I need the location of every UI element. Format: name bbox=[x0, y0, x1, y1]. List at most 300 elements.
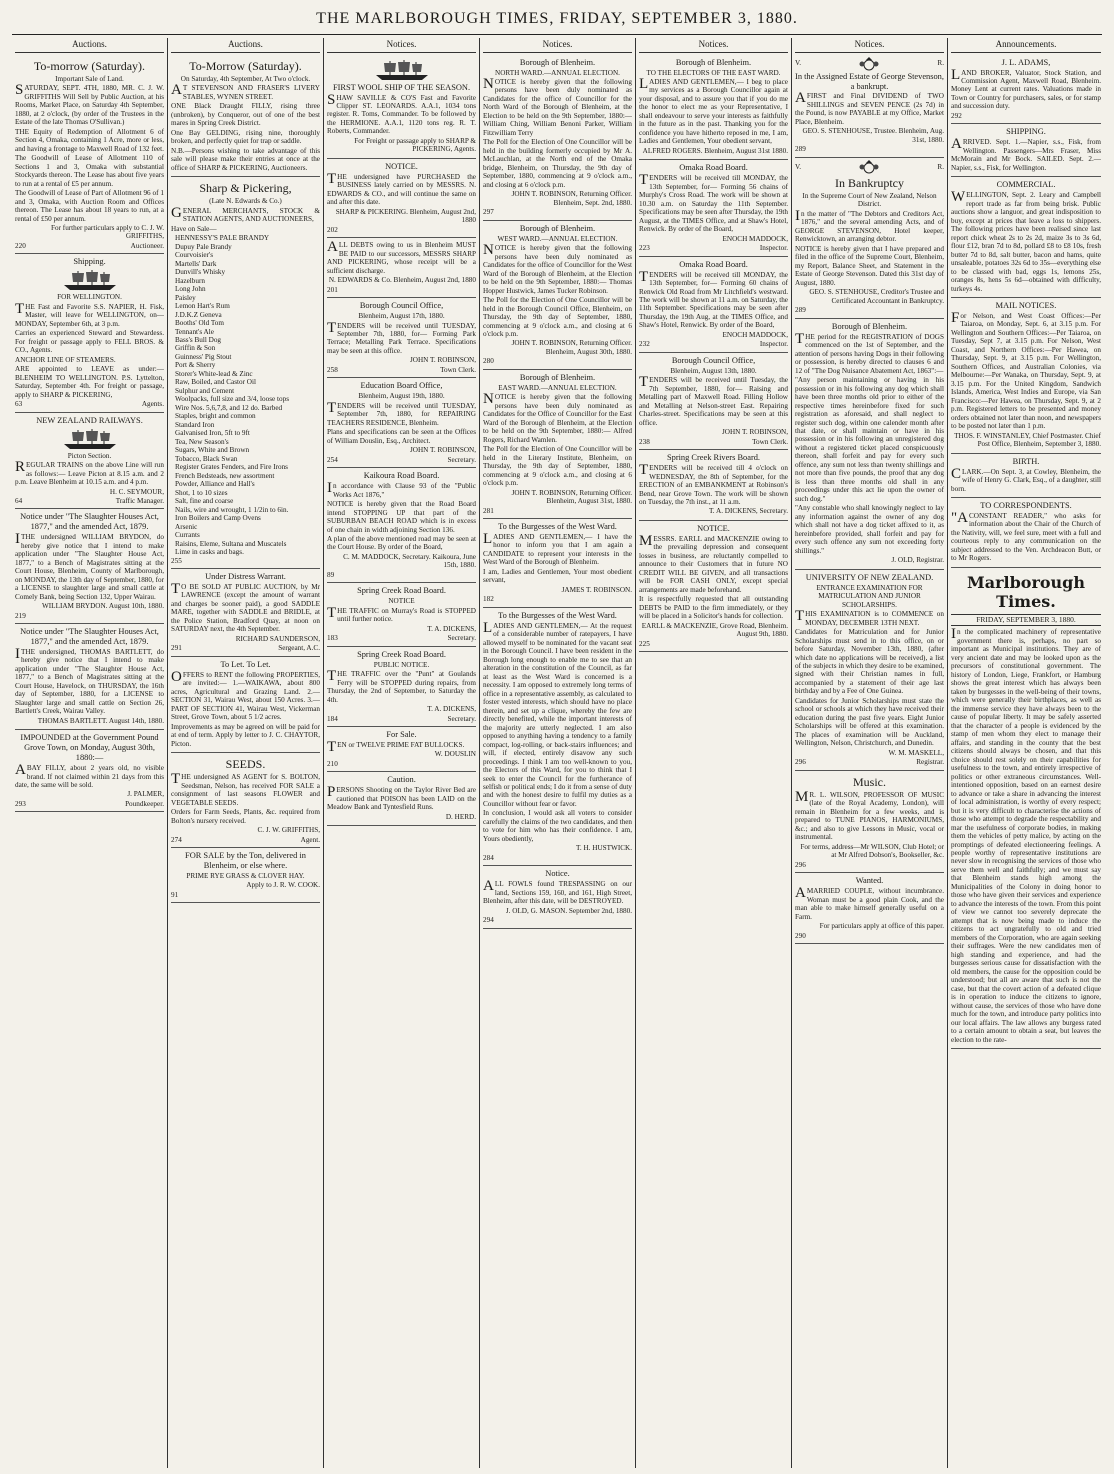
ad-body: PERSONS Shooting on the Taylor River Bed are cautioned that POISON has been LAID on the Meadow Bank and Tyntesfield Runs. bbox=[327, 784, 476, 812]
ad-reference bbox=[327, 715, 476, 723]
ad-title: Borough of Blenheim. bbox=[519, 57, 596, 67]
ad-body: AT STEVENSON AND FRASER'S LIVERY STABLES, WYNEN STREET. bbox=[171, 82, 320, 101]
ad-title: To the Burgesses of the West Ward. bbox=[498, 522, 617, 532]
goods-item: Staples, bright and common bbox=[175, 412, 256, 421]
column-1 bbox=[12, 38, 168, 1468]
advertisement bbox=[951, 298, 1101, 454]
ad-body3: A plan of the above mentioned road may be seen at the Court House. By order of the Board, bbox=[327, 535, 476, 552]
ad-body2: Candidates for Matriculation and for Junior Scholarships must send in to this office, on or before Saturday, November 13th, 1880, (after which date no applications will be received), a list of the subjects in which they desire to be examined, signed with their Christian names in full, accompanied by a statement of their age last birthday and by a Fee of One Guinea. bbox=[795, 628, 944, 696]
ad-reference bbox=[795, 758, 944, 766]
column-header: Notices. bbox=[483, 38, 632, 53]
ad-title: Under Distress Warrant. bbox=[205, 572, 286, 582]
ad-body3: "Any constable who shall knowingly neglect to lay any information against the owner of any dog which shall not have a dog ticket affixed to it, as hereinbefore provided, shall forfeit and pay for every such offence any sum not exceeding forty shillings." bbox=[795, 504, 944, 555]
goods-item: Register Grates Fenders, and Fire Irons bbox=[175, 463, 288, 472]
column-header: Notices. bbox=[795, 38, 944, 53]
ad-signature: JOHN T. ROBINSON, bbox=[409, 446, 476, 455]
ad-body: THE undersigned AS AGENT for S. BOLTON, Seedsman, Nelson, has received FOR SALE a consignment of last seasons FLOWER and VEGETABLE SEEDS. bbox=[171, 771, 320, 807]
ad-number: 220 bbox=[15, 241, 26, 250]
ad-reference bbox=[327, 760, 476, 768]
ad-reference bbox=[15, 400, 164, 408]
advertisement bbox=[327, 159, 476, 238]
ad-subtitle: In the Supreme Court of New Zealand, Nelson District. bbox=[802, 191, 937, 209]
goods-item: Hazelburn bbox=[175, 276, 205, 285]
ad-body: ARRIVED. Sept. 1.—Napier, s.s., Fisk, from Wellington. Passengers—Mrs Fraser, Miss McMorain and Mr Bock. SAILED. Sept. 2.—Napier, s.s., Fisk, for Wellington. bbox=[951, 136, 1101, 172]
advertisement bbox=[327, 772, 476, 826]
ad-body: MESSRS. EARLL and MACKENZIE owing to the prevailing depression and consequent losses in business, are reluctantly compelled to announce to their Customers that in future NO CREDIT WILL BE GIVEN, and all transactions will be FOR CASH ONLY, except special arrangements are made beforehand. bbox=[639, 532, 788, 594]
ad-body: TENDERS will be received till MONDAY, the 13th September, for— Forming 56 chains of Murphy's Cross Road. The work will be shown at 10.30 a.m. on Saturday the 11th September. Specifications may be seen after Thursday, the 19th August, at the TIMES Office, and at Shaw's Hotel, Renwick. By order of the Board, bbox=[639, 172, 788, 234]
column-header: Auctions. bbox=[171, 38, 320, 53]
ad-number: 223 bbox=[639, 244, 650, 253]
ad-reference bbox=[327, 634, 476, 642]
advertisement bbox=[327, 727, 476, 772]
column-header: Auctions. bbox=[15, 38, 164, 53]
goods-item: Bass's Bull Dog bbox=[175, 336, 222, 344]
ad-body: In the matter of "The Debtors and Creditors Act, 1876," and the several amending Acts, and of GEORGE STEVENSON, Hotel keeper, Renwicktown, an arranging debtor. bbox=[795, 207, 944, 244]
ad-body: SATURDAY, SEPT. 4TH, 1880, MR. C. J. W. GRIFFITHS Will Sell by Public Auction, at his Rooms, Market Place, on Saturday 4th September, 1880, at 2 o'clock, (by order of the Trustees in the Estate of the late Thomas O'Sullivan.) bbox=[15, 82, 164, 127]
ad-reference bbox=[327, 286, 476, 294]
advertisement bbox=[483, 221, 632, 370]
goods-item: Sulphur and Cement bbox=[175, 386, 235, 395]
ad-body2: The Poll for the Election of One Councillor will be held in the Borough Council Office, Blenheim, on Thursday, the 9th day of September, 1880, commencing at 9 o'clock a.m., and closing at 6 o'clock p.m. bbox=[483, 296, 632, 338]
ad-role: Sergeant, A.C. bbox=[278, 644, 320, 653]
ad-reference bbox=[639, 340, 788, 348]
advertisement bbox=[639, 521, 788, 652]
ad-body2: NOTICE is hereby given that I have prepared and filed in the office of the Supreme Court, Blenheim, my Report, Balance Sheet, and Statement in the Estate of George Stevenson. Dated this 31st day of August, 1880. bbox=[795, 244, 944, 287]
ad-signature: C. M. MADDOCK, Secretary. Kaikoura, June 15th, 1880. bbox=[343, 552, 476, 570]
ad-number: 238 bbox=[639, 437, 650, 446]
ad-signature: WILLIAM BRYDON. August 10th, 1880. bbox=[42, 602, 164, 611]
ad-number: 202 bbox=[327, 225, 338, 234]
goods-item: Paisley bbox=[175, 293, 196, 302]
ad-title: Borough of Blenheim. bbox=[519, 223, 596, 233]
ad-number: 280 bbox=[483, 357, 494, 366]
ad-signature: H. C. SEYMOUR, bbox=[109, 487, 164, 496]
ad-title: Shipping. bbox=[73, 257, 106, 267]
advertisement bbox=[483, 866, 632, 928]
ad-body3: One Bay GELDING, rising nine, thoroughly broken, and perfectly quiet for trap or saddle. bbox=[171, 128, 320, 146]
ad-reference bbox=[327, 366, 476, 374]
ad-number: 293 bbox=[15, 799, 26, 808]
ad-subtitle: PUBLIC NOTICE. bbox=[373, 660, 430, 669]
ad-subtitle: Picton Section. bbox=[67, 451, 112, 460]
ship-engraving-icon bbox=[372, 59, 432, 81]
ad-reference bbox=[795, 932, 944, 940]
ad-title: Borough of Blenheim. bbox=[519, 372, 596, 382]
advertisement bbox=[951, 568, 1101, 1049]
ad-subtitle: Blenheim, August 13th, 1880. bbox=[670, 366, 757, 375]
ad-title: Music. bbox=[853, 774, 886, 789]
ad-body2: Have on Sale— bbox=[171, 224, 217, 233]
ad-body: TENDERS will be received until TUESDAY, September 7th, 1880, for— Forming Park Terrace; Metalling Park Terrace. Specifications may be seen at this office. bbox=[327, 319, 476, 355]
ad-signature: EARLL & MACKENZIE, Grove Road, Blenheim. August 9th, 1880. bbox=[641, 621, 788, 639]
ad-number: 89 bbox=[327, 570, 335, 579]
ad-body: ALL FOWLS found TRESPASSING on our land, Sections 159, 160, and 161, High Street, Blenheim, after this date, will be DESTROYED. bbox=[483, 878, 632, 906]
advertisement bbox=[327, 55, 476, 159]
ad-reference bbox=[795, 861, 944, 869]
ad-body3: ANCHOR LINE OF STEAMERS. bbox=[15, 355, 116, 364]
advertisement bbox=[15, 624, 164, 730]
goods-item: Sugars, White and Brown bbox=[175, 446, 250, 455]
crest-r: R. bbox=[937, 59, 944, 68]
ad-signature: For Freight or passage apply to SHARP & PICKERING, Agents. bbox=[354, 136, 476, 154]
ad-role: Secretary. bbox=[447, 455, 476, 464]
ad-subtitle: Important Sale of Land. bbox=[55, 74, 124, 83]
ad-title: To Let. To Let. bbox=[220, 659, 271, 669]
ad-title: Omaka Road Board. bbox=[679, 163, 748, 173]
ad-title: IMPOUNDED at the Government Pound Grove Town, on Monday, August 30th, 1880:— bbox=[20, 733, 159, 763]
ad-body4: ARE appointed to LEAVE as under:— BLENHEIM TO WELLINGTON. P.S. Lyttelton, Saturday, September 4th. For freight or passage, apply to SHARP & PICKERING, bbox=[15, 365, 164, 399]
ad-role: Auctioneer. bbox=[130, 241, 164, 250]
ad-signature: Apply to J. R. W. COOK. bbox=[246, 881, 320, 890]
ad-body: TEN or TWELVE PRIME FAT BULLOCKS. bbox=[327, 738, 465, 755]
advertisement bbox=[15, 254, 164, 412]
ad-signature: D. HERD. bbox=[445, 812, 476, 821]
ad-title: To-Morrow (Saturday). bbox=[189, 58, 302, 73]
advertisement bbox=[639, 55, 788, 161]
ad-body: AFIRST and Final DIVIDEND of TWO SHILLINGS and SEVEN PENCE (2s 7d) in the Pound, is now PAYABLE at my Office, Market Place, Blenheim. bbox=[795, 90, 944, 126]
ad-subtitle: FOR WELLINGTON. bbox=[57, 293, 122, 302]
ad-reference bbox=[327, 226, 476, 234]
ad-title: SEEDS. bbox=[225, 757, 266, 772]
ad-role: Secretary. bbox=[447, 714, 476, 723]
ad-body: TENDERS will be received until TUESDAY, September 7th, 1880, for REPAIRING TEACHERS RESIDENCE, Blenheim. bbox=[327, 399, 476, 427]
ad-body: TENDERS will be received till MONDAY, the 13th September, for— Forming 60 chains of Renwick Old Road from Mr Litchfield's westward. The work will be shown at 11 a.m. on Saturday, the 11th September. Specifications may be seen after Thursday, the 19th Aug, at the TIMES Office, and Shaw's Hotel, Renwick. By order of the Board, bbox=[639, 268, 788, 330]
ad-signature: W. M. MASKELL, bbox=[888, 748, 944, 757]
ad-reference bbox=[171, 891, 320, 899]
column-header: Notices. bbox=[327, 38, 476, 53]
ad-signature: ENOCH MADDOCK, bbox=[722, 234, 788, 243]
advertisement bbox=[15, 55, 164, 255]
ship-engraving-icon bbox=[60, 269, 120, 291]
ad-signature: JOHN T. ROBINSON, Returning Officer. Blenheim, August 30th, 1880. bbox=[511, 339, 632, 356]
ad-body: NOTICE is hereby given that the following persons have been duly nominated as Candidates for the office of Councillor for the North Ward of the Borough of Blenheim, at the Election to be held on the 9th September, 1880:— William Ching, William Benoni Parker, William Fitzwilliam Terry bbox=[483, 76, 632, 137]
advertisement bbox=[483, 370, 632, 519]
ad-body: THE TRAFFIC over the "Punt" at Goulands Ferry will be STOPPED during repairs, from Thursday, the 2nd of September, to Saturday the 4th. bbox=[327, 668, 476, 704]
ad-reference bbox=[483, 507, 632, 515]
ad-subtitle: EAST WARD.—ANNUAL ELECTION. bbox=[498, 383, 617, 392]
goods-item: Powder, Alliance and Hall's bbox=[175, 480, 255, 489]
masthead-rule bbox=[12, 34, 1102, 35]
goods-item: Wire Nos. 5,6,7,8, and 12 do. Barbed bbox=[175, 403, 283, 412]
advertisement bbox=[951, 124, 1101, 177]
crest-row bbox=[795, 57, 944, 71]
ad-title: Omaka Road Board. bbox=[679, 259, 748, 269]
ad-reference bbox=[171, 557, 320, 565]
newspaper-columns bbox=[12, 38, 1104, 1468]
ad-signature: J. OLD, Registrar. bbox=[891, 556, 944, 565]
ad-role: Secretary. bbox=[447, 634, 476, 643]
ad-title: Education Board Office, bbox=[360, 381, 443, 391]
ad-reference bbox=[483, 916, 632, 924]
ad-body: OFFERS to RENT the following PROPERTIES, are invited:— 1.—WAIKAWA, about 800 acres, Agricultural and Grazing Land. 2.—SECTION 31, Wairau West, about 150 Acres. 3.—PART OF SECTION 41, Wairau West, Vickerman Street, Grove Town, about 5 1/2 acres. bbox=[171, 668, 320, 722]
ad-role: Agents. bbox=[141, 400, 164, 409]
column-header: Notices. bbox=[639, 38, 788, 53]
ad-body: NOTICE is hereby given that the following persons have been duly nominated as Candidates for the office of Councillor for the West Ward of the Borough of Blenheim, at the Election to be held on the 9th September, 1880:— Thomas Hopper Hustwick, James Tucker Robinson. bbox=[483, 242, 632, 295]
advertisement bbox=[795, 55, 944, 158]
ad-signature: For particulars apply at office of this paper. bbox=[819, 922, 944, 931]
ad-body: "ACONSTANT READER," who asks for information about the Chair of the Church of the Nativity, will, we feel sure, meet with a full and courteous reply to any communication on the subject addressed to the Ven. Archdeacon Butt, or to Mr Rogers. bbox=[951, 509, 1101, 563]
crest-r: R. bbox=[937, 162, 944, 171]
ad-body: TENDERS will be received until Tuesday, the 7th September, 1880, for— Raising and Metalling part of Maxwell Road. Filling Hollow and Metalling at Nelson-street East. Repairing Charles-street. Specifications may be seen at this office. bbox=[639, 374, 788, 427]
ad-signature: RICHARD SAUNDERSON, bbox=[235, 634, 320, 643]
ad-body: LADIES AND GENTLEMEN,— At the request of a considerable number of ratepayers, I have allowed myself to be nominated for the vacant seat in the Borough Council. I have been resident in the Borough long enough to enable me to see that an alteration in the constitution of the Council, as far at least as the West Ward is concerned is a necessity. I am opposed to extremely long terms of office in a representative assembly, as calculated to foster vested interests, which should have no place therein, and set up a clique, whereby the few are directly benefited, while the important interests of the majority are utterly neglected. I am also opposed to anything having a tendency to a family compact, log-rolling, or back-stairs influences; and will, if elected, entirely disavow any such proceedings. I think I am too well-known to you, the Electors of this Ward, for you to think that I seek to enter the Council for the furtherance of selfish or political ends; I do it from a sense of duty and with the honest desire to fulfil my duties as a Councillor without fear or favor. bbox=[483, 619, 632, 808]
ad-reference bbox=[639, 640, 788, 648]
advertisement bbox=[951, 454, 1101, 498]
ad-role: Traffic Manager. bbox=[115, 496, 164, 505]
ad-title: MAIL NOTICES. bbox=[995, 300, 1057, 310]
goods-item: Lemon Hart's Rum bbox=[175, 302, 230, 311]
ad-number: 296 bbox=[795, 860, 806, 869]
goods-item: Courvoisier's bbox=[175, 251, 214, 260]
goods-item: Standard Iron bbox=[175, 420, 215, 429]
ad-title: NEW ZEALAND RAILWAYS. bbox=[36, 415, 143, 425]
ad-title: BIRTH. bbox=[1012, 456, 1040, 466]
ad-body: GENERAL MERCHANTS, STOCK & STATION AGENTS, AND AUCTIONEERS, bbox=[171, 204, 320, 224]
masthead bbox=[0, 0, 1114, 34]
ad-role: Town Clerk. bbox=[440, 365, 476, 374]
goods-item: Tobacco, Black Swan bbox=[175, 454, 238, 463]
ad-number: 274 bbox=[171, 835, 182, 844]
ad-subtitle: PRIME RYE GRASS & CLOVER HAY. bbox=[186, 871, 305, 880]
ad-title: Caution. bbox=[387, 775, 416, 785]
ad-title: COMMERCIAL. bbox=[996, 180, 1056, 190]
goods-item: Currants bbox=[175, 531, 200, 540]
ad-body2: Carries an experienced Steward and Stewardess. For freight or passage apply to FELL BROS. & CO., Agents. bbox=[15, 329, 164, 355]
ad-title: FOR SALE by the Ton, delivered in Blenheim, or else where. bbox=[185, 851, 306, 871]
ad-body2: I am, Ladies and Gentlemen, Your most obedient servant, bbox=[483, 567, 632, 585]
ad-signature: J. OLD, G. MASON. September 2nd, 1880. bbox=[505, 906, 632, 915]
column-5 bbox=[636, 38, 792, 1468]
ad-body2: Orders for Farm Seeds, Plants, &c. required from Bolton's nursery received. bbox=[171, 808, 320, 825]
advertisement bbox=[327, 468, 476, 583]
goods-item: Long John bbox=[175, 285, 206, 294]
ad-number: 297 bbox=[483, 208, 494, 217]
column-header: Announcements. bbox=[951, 38, 1101, 53]
ad-title: TO CORRESPONDENTS. bbox=[980, 501, 1072, 510]
goods-item: Arsenic bbox=[175, 522, 198, 531]
ad-body: REGULAR TRAINS on the above Line will run as follows:— Leave Picton at 8.15 a.m. and 2 p.m. Leave Blenheim at 10.15 a.m. and 4 p.m. bbox=[15, 459, 164, 487]
ad-number: 289 bbox=[795, 145, 806, 154]
ad-title: Kaikoura Road Board. bbox=[363, 471, 440, 481]
ad-body: LAND BROKER, Valuator, Stock Station, and Commission Agent, Maxwell Road, Blenheim. Money Lent at current rates. Valuations made in Town or Country for purchasers, sales, or for stamp and succession duty. bbox=[951, 66, 1101, 111]
ad-title: J. L. ADAMS, bbox=[1001, 57, 1051, 67]
ad-body: THIS EXAMINATION is to COMMENCE on MONDAY, DECEMBER 13TH NEXT. bbox=[795, 608, 944, 627]
ad-signature: GEO. S. STENHOUSE, Creditor's Trustee and Certificated Accountant in Bankruptcy. bbox=[809, 288, 944, 305]
ad-signature: T. A. DICKENS, bbox=[427, 705, 476, 714]
ad-body3: The Goodwill of Lease of Allotment 110 of Sections 1 and 3, Omaka with substantial Stockyards thereon. The Lease has about five years to run at a rental of £5 per annum. bbox=[15, 154, 164, 188]
advertisement bbox=[483, 55, 632, 221]
advertisement bbox=[795, 570, 944, 771]
goods-item: Raisins, Eleme, Sultana and Muscatels bbox=[175, 539, 287, 548]
goods-item: Martells' Dark bbox=[175, 259, 217, 268]
advertisement bbox=[15, 413, 164, 510]
column-3 bbox=[324, 38, 480, 1468]
ad-title: Wanted. bbox=[855, 876, 884, 886]
ad-title: Notice under "The Slaughter Houses Act, 1877," and the amended Act, 1879. bbox=[20, 627, 159, 647]
ad-reference bbox=[795, 145, 944, 153]
ad-title: In Bankruptcy bbox=[835, 175, 904, 190]
ad-title: Borough of Blenheim. bbox=[675, 57, 752, 67]
ad-signature: JOHN T. ROBINSON, bbox=[721, 428, 788, 437]
ad-title: NOTICE. bbox=[697, 523, 730, 533]
ad-signature: THOS. F. WINSTANLEY, Chief Postmaster. Chief Post Office, Blenheim, September 3, 1880. bbox=[954, 431, 1101, 449]
ad-title: Notice under "The Slaughter Houses Act, 1877," and the amended Act, 1879. bbox=[20, 512, 159, 532]
advertisement bbox=[327, 238, 476, 298]
ad-body: MR. L. WILSON, PROFESSOR OF MUSIC (late of the Royal Academy, London), will remain in Blenheim for a few weeks, and is prepared to TUNE PIANOS, HARMONIUMS, &c.; and also to give Lessons in Music, vocal or instrumental. bbox=[795, 788, 944, 842]
ad-body: THE TRAFFIC on Murray's Road is STOPPED until further notice. bbox=[327, 604, 476, 624]
ad-signature: JOHN T. ROBINSON, Returning Officer. Blenheim, Sept. 2nd, 1880. bbox=[511, 190, 632, 207]
column-4 bbox=[480, 38, 636, 1468]
ad-title: Borough of Blenheim. bbox=[831, 321, 908, 331]
ad-body: CLARK.—On Sept. 3, at Cowley, Blenheim, the wife of Henry G. Clark, Esq., of a daughter, still born. bbox=[951, 465, 1101, 493]
goods-item: Galvanised Iron, 5ft to 9ft bbox=[175, 429, 250, 438]
crest-v: V. bbox=[795, 162, 802, 171]
ad-signature: T. A. DICKENS, Secretary. bbox=[708, 507, 788, 516]
ad-role: Inspector. bbox=[759, 244, 788, 253]
ad-number: 292 bbox=[951, 111, 962, 120]
advertisement bbox=[951, 177, 1101, 298]
ad-body: THE undersigned have PURCHASED the BUSINESS lately carried on by MESSRS. N. EDWARDS & CO., and will continue the same on and after this date. bbox=[327, 170, 476, 207]
advertisement bbox=[795, 319, 944, 570]
ad-signature: GEO. S. STENHOUSE, Trustee. Blenheim, Aug. 31st, 1880. bbox=[802, 127, 944, 144]
ad-number: 210 bbox=[327, 759, 338, 768]
goods-item: Tennant's Ale bbox=[175, 327, 214, 336]
crest-v: V. bbox=[795, 59, 802, 68]
ad-body: ALL DEBTS owing to us in Blenheim MUST BE PAID to our successors, MESSRS SHARP AND PICKERING, whose receipt will be a sufficient discharge. bbox=[327, 239, 476, 275]
ad-subtitle: WEST WARD.—ANNUAL ELECTION. bbox=[497, 234, 618, 243]
ad-body4: The Goodwill of Lease of Part of Allotment 96 of 1 and 3, Omaka, with Auction Room and Offices thereon. The Lease has about 18 years to run, at a rental of £50 per annum. bbox=[15, 189, 164, 223]
advertisement bbox=[327, 298, 476, 378]
ad-body: In accordance with Clause 93 of the "Public Works Act 1876," bbox=[327, 480, 476, 499]
ad-body: NOTICE is hereby given that the following persons have been duly nominated as Candidates for the Office of Councillor for the East Ward of the Borough of Blenheim, at the Election to be held on the 9th September, 1880:— Alfred Rogers, Richard Wamlen. bbox=[483, 391, 632, 444]
ad-subtitle: NORTH WARD.—ANNUAL ELECTION. bbox=[495, 68, 620, 77]
ad-number: 184 bbox=[327, 714, 338, 723]
ad-body: WELLINGTON, Sept. 2. Leary and Campbell report trade as far from being brisk. Public auctions show a languor, and great indisposition to buy, except at prices that leave a loss to shippers. The following prices have been realised since last report chick wheat 2s to 2s 2d, maize 3s to 3s 6d, flour £12, bran 7d to 8d, pollard £8 to £8 10s, fresh butter 7d to 8d, salt butter, bacon and hams, quite unsaleable, potatoes 32s 6d to 35s—everything else to be classed with bad, eggs 1s, lemons 25s, oranges 8s, hens 5s 6d—obtained with difficulty, turkeys 4s. bbox=[951, 189, 1101, 293]
ad-title: Spring Creek Road Board. bbox=[357, 586, 446, 596]
ad-reference bbox=[171, 644, 320, 652]
ad-number: 219 bbox=[15, 611, 26, 620]
advertisement bbox=[795, 158, 944, 319]
ad-signature: W. DOUSLIN bbox=[434, 750, 476, 759]
ad-reference bbox=[483, 208, 632, 216]
ad-reference bbox=[951, 112, 1101, 120]
advertisement bbox=[639, 450, 788, 521]
goods-item: Dupuy Pale Brandy bbox=[175, 242, 232, 251]
advertisement bbox=[795, 771, 944, 874]
ad-role: Inspector. bbox=[759, 340, 788, 349]
ad-subtitle: ENTRANCE EXAMINATION FOR MATRICULATION AND JUNIOR SCHOLARSHIPS. bbox=[816, 583, 923, 609]
ad-signature: JOHN T. ROBINSON, Returning Officer. Blenheim, August 31st, 1880. bbox=[511, 488, 632, 506]
ad-reference bbox=[483, 854, 632, 862]
ad-number: 281 bbox=[483, 506, 494, 515]
advertisement bbox=[327, 583, 476, 646]
ad-reference bbox=[171, 836, 320, 844]
ad-subtitle: Blenheim, August 17th, 1880. bbox=[358, 312, 445, 321]
ad-reference bbox=[15, 497, 164, 505]
column-6 bbox=[792, 38, 948, 1468]
ad-body: TENDERS will be received till 4 o'clock on WEDNESDAY, the 8th of September, for the ERECTION of an EMBANKMENT at Robinson's Bend, near Grove Town. The work will be shown on Tuesday, the 7th inst., at 11 a.m. bbox=[639, 462, 788, 506]
advertisement bbox=[639, 160, 788, 256]
advertisement bbox=[327, 647, 476, 727]
advertisement bbox=[171, 177, 320, 569]
ad-title: FIRST WOOL SHIP OF THE SEASON. bbox=[332, 82, 471, 92]
column-2 bbox=[168, 38, 324, 1468]
ad-body2: ONE Black Draught FILLY, rising three (unbroken), by Conqueror, out of one of the best mares in Spring Creek District. bbox=[171, 102, 320, 128]
ad-body: ITHE undersigned, THOMAS BARTLETT, do hereby give notice that I intend to make application under "The Slaughter House Act, 1877," to a Bench of Magistrates sitting at the Court House, Havelock, on THURSDAY, the 16th day of September, 1880, for a LICENSE to Slaughter large and small cattle on Section 26, Bartlett's Creek, Wairau Valley. bbox=[15, 645, 164, 716]
goods-item: French Bedsteads, new assortment bbox=[175, 471, 275, 480]
ad-body2: The Poll for the Election of One Councillor will be held in the Literary Institute, Blenheim, on Thursday, the 9th day of September, 1880, commencing at 9 o'clock a.m., and closing at 6 o'clock p.m. bbox=[483, 445, 632, 488]
advertisement bbox=[639, 257, 788, 353]
ad-body: ITHE undersigned WILLIAM BRYDON, do hereby give notice that I intend to make application under "The Slaughter House Act, 1877," to a Bench of Magistrates sitting at the Court House, Blenheim, County of Marlborough, on MONDAY, the 13th day of September, 1880, for a LICENSE to slaughter large and small cattle at Comely Bank, being Section 132, Upper Wairau. bbox=[15, 531, 164, 601]
advertisement bbox=[483, 519, 632, 608]
ad-reference bbox=[483, 595, 632, 603]
ad-subtitle: Blenheim, August 19th, 1880. bbox=[358, 392, 445, 401]
ad-body: THE period for the REGISTRATION of DOGS commenced on the 1st of September, and the attention of persons having Dogs in their following or possession, is hereby directed to clauses 6 and 12 of "The Dog Nuisance Abatement Act, 1863":— bbox=[795, 330, 944, 375]
ad-number: 291 bbox=[171, 644, 182, 653]
ad-title: Spring Creek Road Board. bbox=[357, 649, 446, 659]
advertisement bbox=[171, 55, 320, 177]
crest-row bbox=[795, 160, 944, 174]
ad-reference bbox=[15, 242, 164, 250]
ad-signature: J. PALMER, bbox=[127, 790, 164, 799]
ad-title: In the Assigned Estate of George Stevenson, a bankrupt. bbox=[795, 71, 944, 91]
advertisement bbox=[171, 569, 320, 657]
ad-number: 183 bbox=[327, 634, 338, 643]
ad-body: ABAY FILLY, about 2 years old, no visible brand. If not claimed within 21 days from this date, the same will be sold. bbox=[15, 762, 164, 789]
ad-number: 201 bbox=[327, 285, 338, 294]
goods-item: Raw, Boiled, and Castor Oil bbox=[175, 378, 256, 387]
advertisement bbox=[639, 353, 788, 450]
advertisement bbox=[951, 498, 1101, 568]
ad-role: Town Clerk. bbox=[752, 437, 788, 446]
ad-reference bbox=[15, 612, 164, 620]
ad-reference bbox=[795, 306, 944, 314]
ad-body2: "Any person maintaining or having in his possession or in his following any dog which shall have been three months old prior to either of the respective times hereinbefore fixed for such registration as aforesaid, and shall neglect to register such dog, within one calender month after that date, or shall maintain or have in his possession or in his following an unregistered dog without a registered ticket placed conspicuously thereon, shall forfeit and pay for every such offence, any sum not less than twenty shillings and not more than five pounds, the proof that any dog is less than three months old shall in any proceedings under this act lie upon the owner of such dog." bbox=[795, 376, 944, 503]
ad-signature: T. H. HUSTWICK. bbox=[576, 844, 632, 853]
ad-number: 232 bbox=[639, 340, 650, 349]
ad-body: THE Fast and Favorite S.S. NAPIER, H. Fisk, Master, will leave for WELLINGTON, on— MONDAY, September 6th, at 3 p.m. bbox=[15, 300, 164, 328]
goods-item: Guinness' Pig Stout bbox=[175, 352, 232, 361]
ad-title: To-morrow (Saturday). bbox=[33, 58, 146, 73]
advertisement bbox=[171, 657, 320, 753]
ad-reference bbox=[327, 456, 476, 464]
ad-body2: Plans and specifications can be seen at the Offices of William Douslin, Esq., Architect. bbox=[327, 428, 476, 445]
goods-list bbox=[171, 234, 320, 556]
ad-body2: It is respectfully requested that all outstanding DEBTS be PAID to the firm immediately, or they will be placed in a Solicitor's hands for collection. bbox=[639, 595, 788, 621]
goods-item: Tea, New Season's bbox=[175, 437, 229, 446]
ad-number: 258 bbox=[327, 365, 338, 374]
ad-signature: JOHN T. ROBINSON, bbox=[409, 356, 476, 365]
ad-number: 91 bbox=[171, 890, 179, 899]
ad-signature: For terms, address—Mr WILSON, Club Hotel; or at Mr Alfred Dobson's, Bookseller, &c. bbox=[800, 842, 944, 860]
ad-title: Borough Council Office, bbox=[359, 301, 444, 311]
ad-body: AMARRIED COUPLE, without incumbrance. Woman must be a good plain Cook, and the man able to make himself generally useful on a Farm. bbox=[795, 885, 944, 921]
ad-number: 294 bbox=[483, 916, 494, 925]
ad-title: Notice. bbox=[545, 869, 570, 879]
ad-title: Borough Council Office, bbox=[671, 355, 756, 365]
ad-title: Marlborough Times. bbox=[967, 572, 1085, 611]
ad-signature: C. J. W. GRIFFITHS, bbox=[257, 826, 320, 835]
ad-reference bbox=[639, 438, 788, 446]
ad-body: LADIES AND GENTLEMEN,— I have the honor to inform you that I am again a CANDIDATE to represent your interests in the West Ward of the Borough of Blenheim. bbox=[483, 531, 632, 567]
ad-title: To the Burgesses of the West Ward. bbox=[498, 610, 617, 620]
ad-body2: In conclusion, I would ask all voters to consider carefully the claims of the two candidates, and then to vote for him who has their confidence. I am, Yours obediently, bbox=[483, 809, 632, 843]
goods-item: Lime in casks and bags. bbox=[175, 548, 244, 557]
goods-item: Booths' Old Tom bbox=[175, 319, 224, 328]
ad-signature: JAMES T. ROBINSON. bbox=[561, 585, 632, 594]
ad-number: 254 bbox=[327, 455, 338, 464]
goods-item: Dunvill's Whisky bbox=[175, 268, 226, 277]
